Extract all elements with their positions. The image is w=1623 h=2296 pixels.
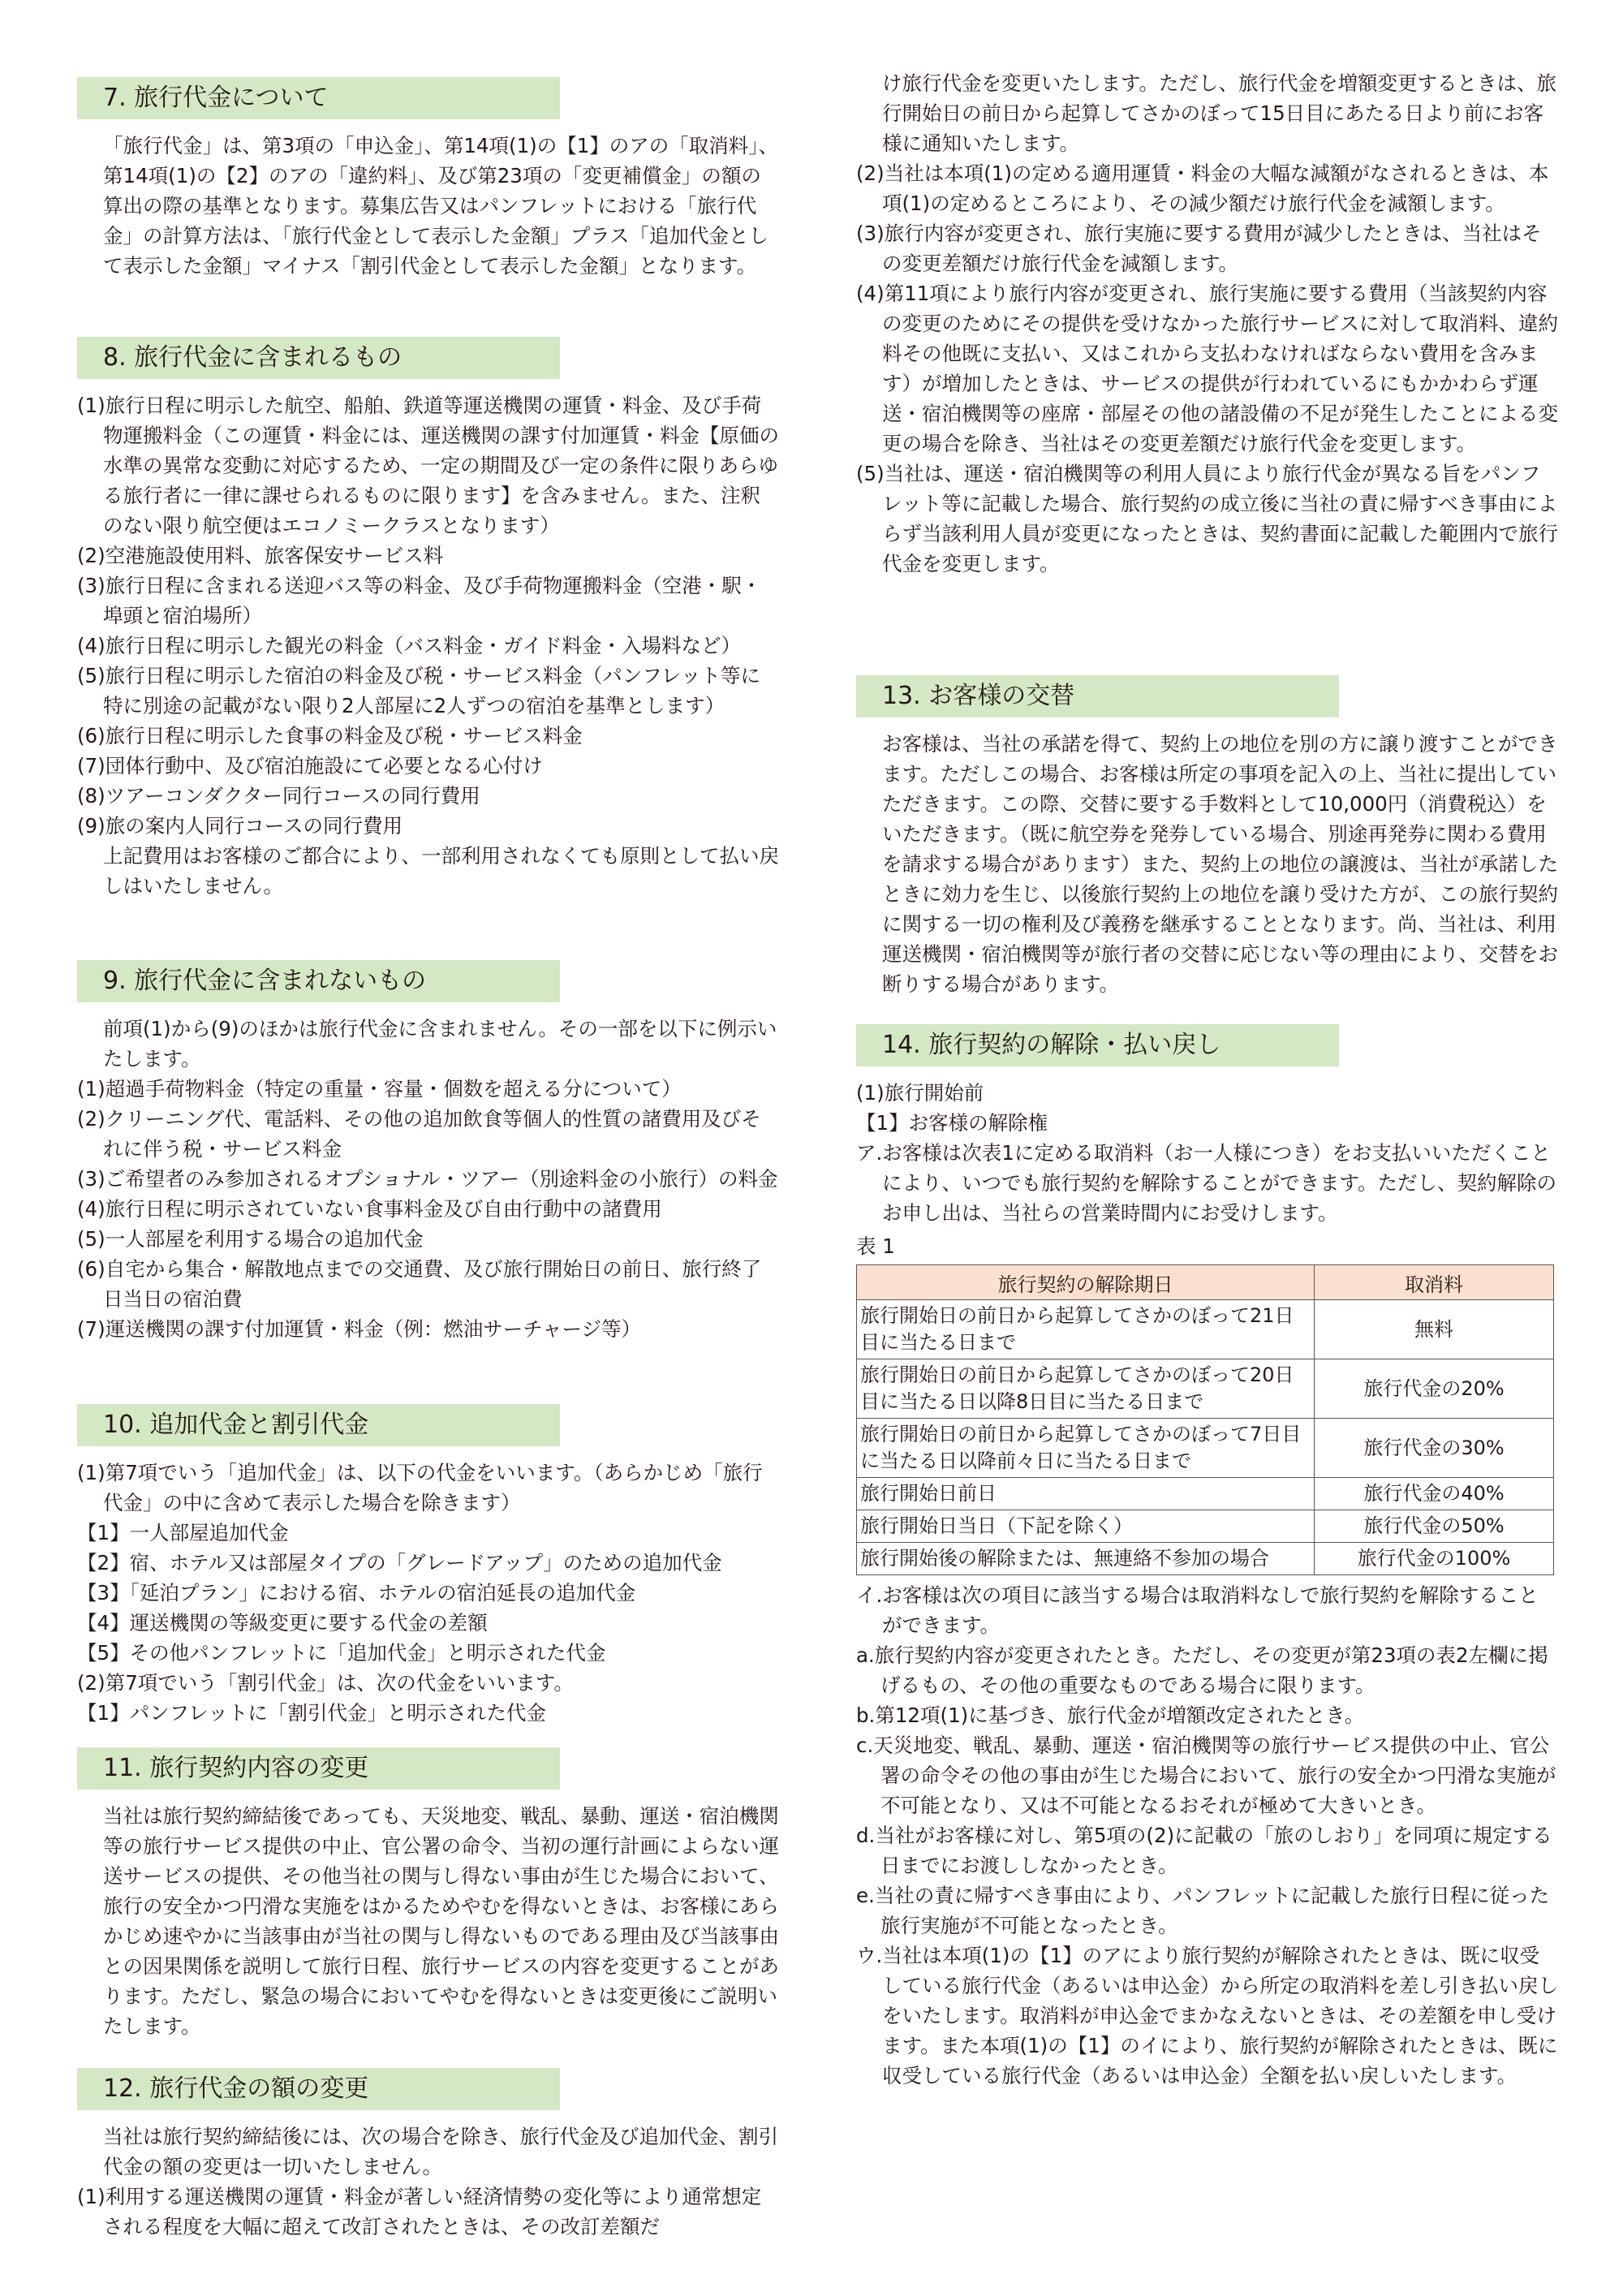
list-item: (8)ツアーコンダクター同行コースの同行費用 bbox=[77, 784, 480, 808]
table-row bbox=[857, 1510, 1554, 1543]
list-item: (5)一人部屋を利用する場合の追加代金 bbox=[77, 1227, 424, 1251]
list-item-continued: け旅行代金を変更いたします。ただし、旅行代金を増額変更するときは、旅行開始日の前日から起算してさかのぼって15日目にあたる日より前にお客様に通知いたします。 bbox=[882, 71, 1557, 155]
section-7-heading: 7. 旅行代金について bbox=[77, 77, 560, 119]
section-7 bbox=[77, 77, 779, 281]
list-item: 【2】宿、ホテル又は部屋タイプの「グレードアップ」のための追加代金 bbox=[77, 1551, 722, 1574]
table-row bbox=[857, 1359, 1554, 1419]
section-14 bbox=[856, 1024, 1558, 2091]
list-item: 【5】その他パンフレットに「追加代金」と明示された代金 bbox=[77, 1641, 606, 1665]
list-item: (4)旅行日程に明示されていない食事料金及び自由行動中の諸費用 bbox=[77, 1197, 662, 1221]
table-row bbox=[857, 1419, 1554, 1478]
section-11-body: 当社は旅行契約締結後であっても、天災地変、戦乱、暴動、運送・宿泊機関等の旅行サービス提供の中止、官公署の命令、当初の運行計画によらない運送サービスの提供、その他当社の関与し得ない事由が生じた場合において、旅行の安全かつ円滑な実施をはかるためやむを得ないときは、お客様にあらかじめ速やかに当該事由が当社の関与し得ないものである理由及び当該事由との因果関係を説明して旅行日程、旅行サービスの内容を変更することがあります。ただし、緊急の場合においてやむを得ないときは変更後にご説明いたします。 bbox=[103, 1804, 779, 2038]
table-header-cell: 旅行契約の解除期日 bbox=[857, 1265, 1315, 1300]
table-cell-fee: 旅行代金の20% bbox=[1315, 1359, 1554, 1419]
section-9 bbox=[77, 960, 779, 1344]
section-10-heading: 10. 追加代金と割引代金 bbox=[77, 1404, 560, 1446]
list-item: 【4】運送機関の等級変更に要する代金の差額 bbox=[77, 1611, 488, 1635]
table-row bbox=[857, 1478, 1554, 1510]
table-cell-fee: 旅行代金の30% bbox=[1315, 1419, 1554, 1478]
list-item: c.天災地変、戦乱、暴動、運送・宿泊機関等の旅行サービス提供の中止、官公署の命令その他の事由が生じた場合において、旅行の安全かつ円滑な実施が不可能となり、又は不可能となるおそれが極めて大きいとき。 bbox=[856, 1734, 1556, 1817]
list-item: 【1】パンフレットに「割引代金」と明示された代金 bbox=[77, 1701, 546, 1725]
section-14-heading: 14. 旅行契約の解除・払い戻し bbox=[856, 1024, 1339, 1066]
list-item: (4)第11項により旅行内容が変更され、旅行実施に要する費用（当該契約内容の変更のためにその提供を受けなかった旅行サービスに対して取消料、違約料その他既に支払い、又はこれから支払わなければならない費用を含みます）が増加したときは、サービスの提供が行われているにもかかわらず運送・宿泊機関等の座席・部屋その他の諸設備の不足が発生したことによる変更の場合を除き、当社はその変更差額だけ旅行代金を変更します。 bbox=[856, 282, 1558, 455]
section-12-heading: 12. 旅行代金の額の変更 bbox=[77, 2068, 560, 2110]
section-8-heading: 8. 旅行代金に含まれるもの bbox=[77, 337, 560, 379]
list-item: (6)自宅から集合・解散地点までの交通費、及び旅行開始日の前日、旅行終了日当日の宿泊費 bbox=[77, 1257, 762, 1311]
list-item: (2)空港施設使用料、旅客保安サービス料 bbox=[77, 544, 444, 567]
list-item: (5)旅行日程に明示した宿泊の料金及び税・サービス料金（パンフレット等に特に別途の記載がない限り2人部屋に2人ずつの宿泊を基準とします） bbox=[77, 664, 760, 717]
section-12 bbox=[77, 2068, 779, 2242]
list-item: (9)旅の案内人同行コースの同行費用 bbox=[77, 814, 403, 838]
section-8 bbox=[77, 337, 779, 901]
table-header-cell: 取消料 bbox=[1315, 1265, 1554, 1300]
list-item: (3)旅行内容が変更され、旅行実施に要する費用が減少したときは、当社はその変更差額だけ旅行代金を減額します。 bbox=[856, 222, 1542, 275]
list-item: b.第12項(1)に基づき、旅行代金が増額改定されたとき。 bbox=[856, 1704, 1365, 1727]
table-cell-period: 旅行開始後の解除または、無連絡不参加の場合 bbox=[857, 1543, 1315, 1575]
section-11 bbox=[77, 1747, 779, 2041]
list-item: (2)第7項でいう「割引代金」は、次の代金をいいます。 bbox=[77, 1671, 574, 1695]
list-item: (7)団体行動中、及び宿泊施設にて必要となる心付け bbox=[77, 754, 543, 778]
list-item: (1)旅行日程に明示した航空、船舶、鉄道等運送機関の運賃・料金、及び手荷物運搬料金（この運賃・料金には、運送機関の課す付加運賃・料金【原価の水準の異常な変動に対応するため、一定の期間及び一定の条件に限りあらゆる旅行者に一律に課せられるものに限ります】を含みません。また、注釈のない限り航空便はエコノミークラスとなります） bbox=[77, 394, 779, 537]
list-item: イ.お客様は次の項目に該当する場合は取消料なしで旅行契約を解除することができます。 bbox=[856, 1583, 1539, 1637]
section-13-heading: 13. お客様の交替 bbox=[856, 675, 1339, 717]
section-11-heading: 11. 旅行契約内容の変更 bbox=[77, 1747, 560, 1790]
list-item: e.当社の責に帰すべき事由により、パンフレットに記載した旅行日程に従った旅行実施が不可能となったとき。 bbox=[856, 1884, 1550, 1937]
section-14-sub-heading: (1)旅行開始前 bbox=[856, 1081, 984, 1105]
list-item: a.旅行契約内容が変更されたとき。ただし、その変更が第23項の表2左欄に掲げるもの、その他の重要なものである場合に限ります。 bbox=[856, 1643, 1548, 1697]
list-item: (3)ご希望者のみ参加されるオプショナル・ツアー（別途料金の小旅行）の料金 bbox=[77, 1167, 778, 1191]
list-item: ア.お客様は次表1に定める取消料（お一人様につき）をお支払いいただくことにより、いつでも旅行契約を解除することができます。ただし、契約解除のお申し出は、当社らの営業時間内にお受けします。 bbox=[856, 1141, 1557, 1225]
list-item: (5)当社は、運送・宿泊機関等の利用人員により旅行代金が異なる旨をパンフレット等に記載した場合、旅行契約の成立後に当社の責に帰すべき事由によらず当該利用人員が変更になったときは、契約書面に記載した範囲内で旅行代金を変更します。 bbox=[856, 462, 1558, 575]
section-12-continued bbox=[856, 68, 1558, 579]
table-cell-fee: 無料 bbox=[1315, 1300, 1554, 1359]
list-item: (7)運送機関の課す付加運賃・料金（例：燃油サーチャージ等） bbox=[77, 1317, 641, 1341]
table-cell-period: 旅行開始日の前日から起算してさかのぼって20日目に当たる日以降8日目に当たる日まで bbox=[857, 1359, 1315, 1419]
list-item: 【3】「延泊プラン」における宿、ホテルの宿泊延長の追加代金 bbox=[77, 1581, 636, 1605]
table-row bbox=[857, 1543, 1554, 1575]
table-cell-period: 旅行開始日の前日から起算してさかのぼって21日目に当たる日まで bbox=[857, 1300, 1315, 1359]
section-9-heading: 9. 旅行代金に含まれないもの bbox=[77, 960, 560, 1002]
list-item: (6)旅行日程に明示した食事の料金及び税・サービス料金 bbox=[77, 724, 583, 747]
table-cell-period: 旅行開始日当日（下記を除く） bbox=[857, 1510, 1315, 1543]
table-cell-fee: 旅行代金の100% bbox=[1315, 1543, 1554, 1575]
list-item: (1)利用する運送機関の運賃・料金が著しい経済情勢の変化等により通常想定される程度を大幅に超えて改訂されたときは、その改訂差額だ bbox=[77, 2185, 762, 2238]
section-8-note: 上記費用はお客様のご都合により、一部利用されなくても原則として払い戻しはいたしません。 bbox=[103, 844, 779, 898]
table-label: 表 1 bbox=[856, 1234, 895, 1258]
table-row bbox=[857, 1300, 1554, 1359]
section-12-intro: 当社は旅行契約締結後には、次の場合を除き、旅行代金及び追加代金、割引代金の額の変更は一切いたしません。 bbox=[103, 2125, 779, 2178]
section-13 bbox=[856, 675, 1558, 999]
table-cell-period: 旅行開始日の前日から起算してさかのぼって7日目に当たる日以降前々日に当たる日まで bbox=[857, 1419, 1315, 1478]
list-item: 【1】一人部屋追加代金 bbox=[77, 1521, 289, 1544]
list-item: (2)当社は本項(1)の定める適用運賃・料金の大幅な減額がなされるときは、本項(1)の定めるところにより、その減少額だけ旅行代金を減額します。 bbox=[856, 162, 1549, 215]
list-item: (1)第7項でいう「追加代金」は、以下の代金をいいます。（あらかじめ「旅行代金」の中に含めて表示した場合を除きます） bbox=[77, 1461, 763, 1514]
list-item: (2)クリーニング代、電話料、その他の追加飲食等個人的性質の諸費用及びそれに伴う税・サービス料金 bbox=[77, 1107, 761, 1161]
section-13-body: お客様は、当社の承諾を得て、契約上の地位を別の方に譲り渡すことができます。ただしこの場合、お客様は所定の事項を記入の上、当社に提出していただきます。この際、交替に要する手数料として10,000円（消費税込）をいただきます。（既に航空券を発券している場合、別途再発券に関わる費用を請求する場合があります）また、契約上の地位の譲渡は、当社が承諾したときに効力を生じ、以後旅行契約上の地位を譲り受けた方が、この旅行契約に関する一切の権利及び義務を継承することとなります。尚、当社は、利用運送機関・宿泊機関等が旅行者の交替に応じない等の理由により、交替をお断りする場合があります。 bbox=[882, 732, 1558, 996]
table-header-row bbox=[857, 1265, 1554, 1300]
table-cell-fee: 旅行代金の50% bbox=[1315, 1510, 1554, 1543]
list-item: (3)旅行日程に含まれる送迎バス等の料金、及び手荷物運搬料金（空港・駅・埠頭と宿泊場所） bbox=[77, 574, 762, 627]
table-cell-fee: 旅行代金の40% bbox=[1315, 1478, 1554, 1510]
section-14-sub-heading: 【1】お客様の解除権 bbox=[856, 1111, 1048, 1135]
cancellation-fee-table bbox=[856, 1264, 1554, 1575]
table-cell-period: 旅行開始日前日 bbox=[857, 1478, 1315, 1510]
list-item: (1)超過手荷物料金（特定の重量・容量・個数を超える分について） bbox=[77, 1077, 682, 1101]
list-item: ウ.当社は本項(1)の【1】のアにより旅行契約が解除されたときは、既に収受している旅行代金（あるいは申込金）から所定の取消料を差し引き払い戻しをいたします。取消料が申込金でまかなえないときは、その差額を申し受けます。また本項(1)の【1】のイにより、旅行契約が解除されたときは、既に収受している旅行代金（あるいは申込金）全額を払い戻しいたします。 bbox=[856, 1944, 1558, 2087]
list-item: (4)旅行日程に明示した観光の料金（バス料金・ガイド料金・入場料など） bbox=[77, 634, 741, 657]
section-10 bbox=[77, 1404, 779, 1728]
section-7-body: 「旅行代金」は、第3項の「申込金」、第14項(1)の【1】のアの「取消料」、第14項(1)の【2】のアの「違約料」、及び第23項の「変更補償金」の額の算出の際の基準となります。募集広告又はパンフレットにおける「旅行代金」の計算方法は、「旅行代金として表示した金額」プラス「追加代金として表示した金額」マイナス「割引代金として表示した金額」となります。 bbox=[103, 134, 779, 278]
section-9-intro: 前項(1)から(9)のほかは旅行代金に含まれません。その一部を以下に例示いたします。 bbox=[103, 1017, 777, 1070]
list-item: d.当社がお客様に対し、第5項の(2)に記載の「旅のしおり」を同項に規定する日までにお渡ししなかったとき。 bbox=[856, 1824, 1552, 1877]
